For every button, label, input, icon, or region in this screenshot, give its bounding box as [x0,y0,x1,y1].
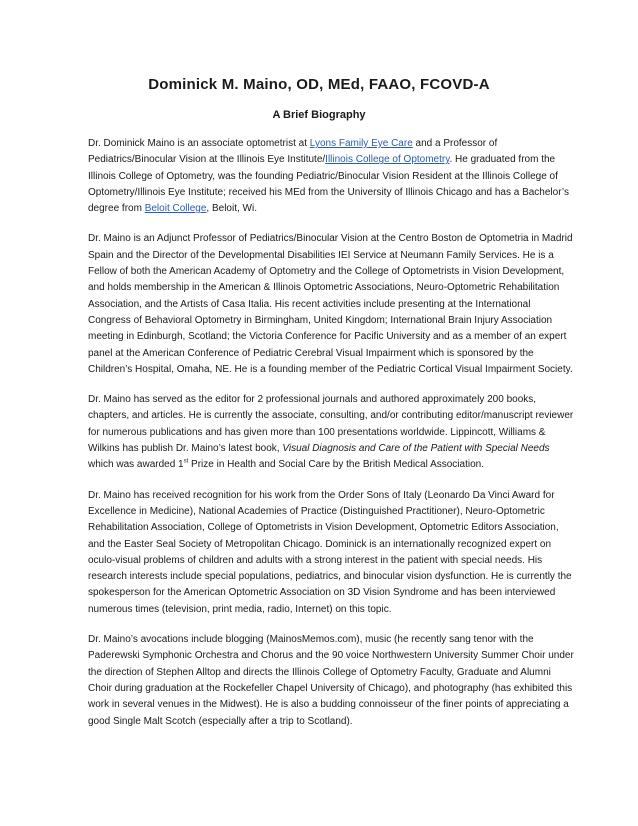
paragraph-avocations: Dr. Maino’s avocations include blogging (MainosMemos.com), music (he recently sang tenor with the Paderewski Symphonic Orchestra and Chorus and the 90 voice Northwestern University Summer Choir under the direction of Stephen Alltop and directs the Illinois College of Optometry Faculty, Graduate and Alumni Choir during graduation at the Rockefeller Chapel University of Chicago), and photography (has exhibited this work in several venues in the Midwest). He is also a budding connoisseur of the finer points of appreciating a good Single Malt Scotch (especially after a trip to Scotland). [88,634,574,727]
text: , Beloit, Wi. [206,203,257,215]
text: Prize in Health and Social Care by the British Medical Association. [188,459,484,471]
document-title: Dominick M. Maino, OD, MEd, FAAO, FCOVD-A [148,76,490,93]
text: Dr. Maino has served as the editor for 2 professional journals and authored approximately 200 books, chapters, and articles. He is currently the associate, consulting, and/or contributing editor/manuscript reviewer for numerous publications and has given more than 100 presentations worldwide. Lippincott, Williams & Wilkins has publish Dr. Maino’s latest book, [88,394,574,455]
lyons-family-eye-care-link[interactable]: Lyons Family Eye Care [309,138,413,149]
text: Dr. Dominick Maino is an associate optometrist at [88,138,310,149]
text: which was awarded 1 [88,459,184,471]
beloit-college-link[interactable]: Beloit College [144,203,207,215]
paragraph-publications [88,392,574,473]
biography-body [88,136,574,744]
text: . He graduated from the Illinois College of Optometry, was the founding Pediatric/Binocular Vision Resident at the Illinois College of Optometry/Illinois Eye Institute; received his MEd from the University of Illinois Chicago and has a Bachelor’s degree from [88,154,569,215]
illinois-college-of-optometry-link[interactable]: Illinois College of Optometry [325,154,450,166]
paragraph-intro [88,136,574,217]
document-subtitle: A Brief Biography [272,109,366,121]
superscript: st [183,459,189,466]
paragraph-affiliations: Dr. Maino is an Adjunct Professor of Pediatrics/Binocular Vision at the Centro Boston de Optometria in Madrid Spain and the Director of the Developmental Disabilities IEI Service at Neumann Family Services. He is a Fellow of both the American Academy of Optometry and the College of Optometrists in Vision Development, and holds membership in the American & Illinois Optometric Associations, Neuro-Optometric Rehabilitation Association, and the Artists of Casa Italia. His recent activities include presenting at the International Congress of Behavioral Optometry in Birmingham, United Kingdom; International Brain Injury Association meeting in Edinburgh, Scotland; the Victoria Conference for Pacific University and as a member of an expert panel at the American Conference of Pediatric Cerebral Visual Impairment which is sponsored by the Children’s Hospital, Omaha, NE. He is a founding member of the Pediatric Cortical Visual Impairment Society. [88,233,573,375]
text: and a Professor of Pediatrics/Binocular Vision at the Illinois Eye Institute/ [88,138,498,166]
paragraph-recognition: Dr. Maino has received recognition for his work from the Order Sons of Italy (Leonardo Da Vinci Award for Excellence in Medicine), National Academies of Practice (Distinguished Practitioner), Neuro-Optometric Rehabilitation Association, College of Optometrists in Vision Development, Optometric Editors Association, and the Easter Seal Society of Metropolitan Chicago. Dominick is an internationally recognized expert on oculo-visual problems of children and adults with a strong interest in the patient with special needs. His research interests include special populations, pediatrics, and binocular vision dysfunction. He is currently the spokesperson for the American Optometric Association on 3D Vision Syndrome and has been interviewed numerous times (television, print media, radio, Internet) on this topic. [88,489,572,615]
book-title: Visual Diagnosis and Care of the Patient with Special Needs [282,443,550,455]
